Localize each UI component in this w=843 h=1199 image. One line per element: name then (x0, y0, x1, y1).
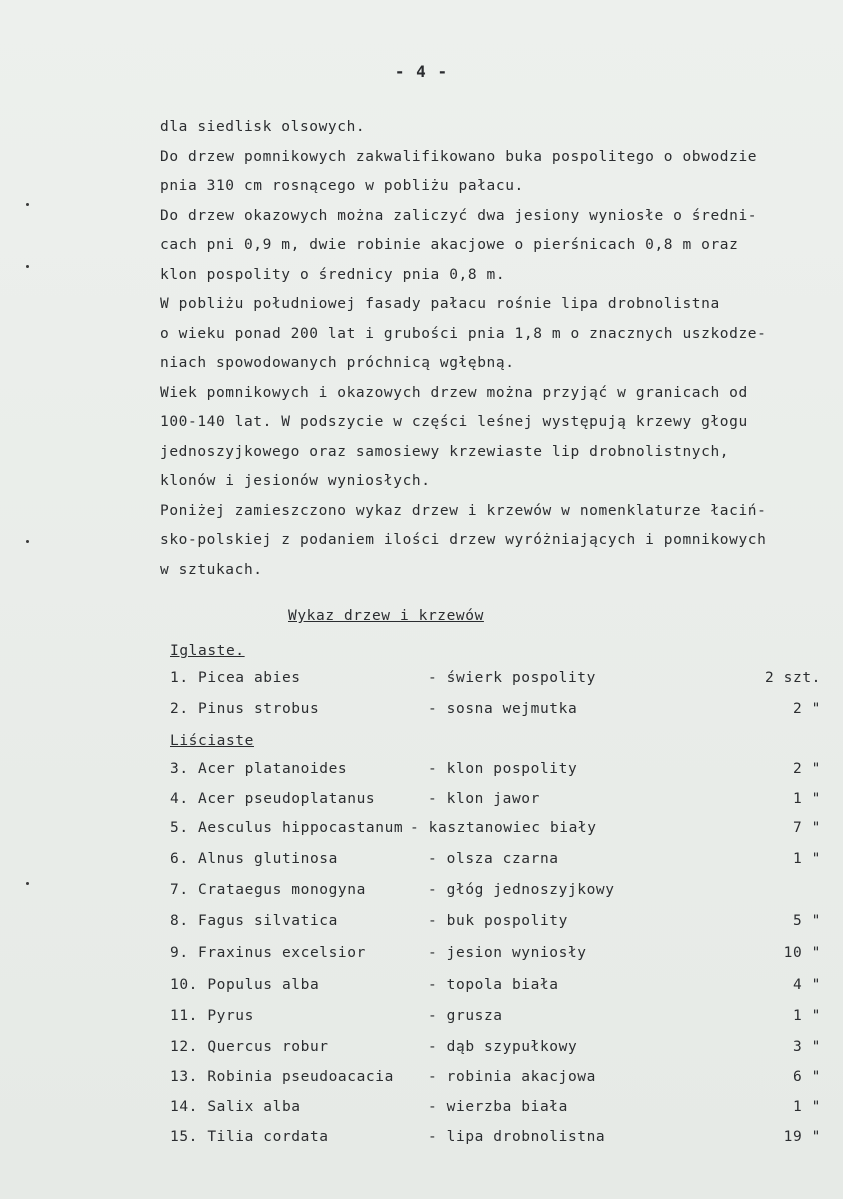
quantity: 2 szt. (765, 670, 821, 686)
quantity: 1 " (793, 1099, 821, 1115)
paragraph-line: klon pospolity o średnicy pnia 0,8 m. (160, 266, 506, 283)
latin-name: 1. Picea abies (170, 670, 301, 686)
polish-name: - dąb szypułkowy (428, 1039, 578, 1055)
body-paragraph (160, 113, 840, 585)
quantity: 2 " (793, 761, 821, 777)
list-item (0, 701, 843, 727)
paragraph-line: jednoszyjkowego oraz samosiewy krzewiaste lip drobnolistnych, (160, 443, 730, 460)
latin-name: 13. Robinia pseudoacacia (170, 1069, 394, 1085)
polish-name: - sosna wejmutka (428, 701, 578, 717)
paragraph-line: w sztukach. (160, 561, 263, 578)
polish-name: - robinia akacjowa (428, 1069, 596, 1085)
list-item (0, 1008, 843, 1034)
latin-name: 6. Alnus glutinosa (170, 851, 338, 867)
margin-mark (26, 265, 29, 268)
polish-name: - klon jawor (428, 791, 540, 807)
polish-name: - topola biała (428, 977, 559, 993)
section-title-conifers: Iglaste. (170, 643, 245, 659)
paragraph-line: pnia 310 cm rosnącego w pobliżu pałacu. (160, 178, 524, 194)
paragraph-line: Do drzew okazowych można zaliczyć dwa jesiony wyniosłe o średni- (160, 207, 758, 224)
paragraph-line: klonów i jesionów wyniosłych. (160, 473, 431, 489)
list-item (0, 820, 843, 846)
latin-name: 2. Pinus strobus (170, 701, 320, 717)
paragraph-line: cach pni 0,9 m, dwie robinie akacjowe o pierśnicach 0,8 m oraz (160, 237, 739, 253)
list-item (0, 977, 843, 1003)
paragraph-line: Wiek pomnikowych i okazowych drzew można przyjąć w granicach od (160, 384, 748, 401)
latin-name: 12. Quercus robur (170, 1039, 329, 1055)
list-item (0, 851, 843, 877)
latin-name: 14. Salix alba (170, 1099, 301, 1115)
list-item (0, 913, 843, 939)
list-item (0, 670, 843, 696)
polish-name: - świerk pospolity (428, 670, 596, 686)
latin-name: 4. Acer pseudoplatanus (170, 791, 376, 807)
section-title-deciduous: Liściaste (170, 733, 254, 749)
quantity: 2 " (793, 701, 821, 717)
quantity: 1 " (793, 851, 821, 867)
latin-name: 8. Fagus silvatica (170, 913, 338, 929)
page-number: - 4 - (394, 62, 449, 81)
quantity: 5 " (793, 913, 821, 929)
polish-name: - jesion wyniosły (428, 945, 587, 961)
margin-mark (26, 203, 29, 206)
quantity: 6 " (793, 1069, 821, 1085)
margin-mark (26, 882, 29, 885)
quantity: 3 " (793, 1039, 821, 1055)
list-item (0, 791, 843, 817)
polish-name: - olsza czarna (428, 851, 559, 867)
list-title: Wykaz drzew i krzewów (288, 608, 484, 624)
latin-name: 3. Acer platanoides (170, 761, 348, 777)
paragraph-line: Poniżej zamieszczono wykaz drzew i krzewów w nomenklaturze łaciń- (160, 502, 767, 519)
latin-name: 5. Aesculus hippocastanum (170, 820, 404, 836)
polish-name: - klon pospolity (428, 761, 578, 777)
quantity: 4 " (793, 977, 821, 993)
margin-mark (26, 540, 29, 543)
list-item (0, 882, 843, 908)
polish-name: - grusza (428, 1008, 503, 1024)
polish-name: - wierzba biała (428, 1099, 568, 1115)
quantity: 1 " (793, 1008, 821, 1024)
polish-name: - lipa drobnolistna (428, 1129, 606, 1145)
quantity: 7 " (793, 820, 821, 836)
paragraph-line: Do drzew pomnikowych zakwalifikowano buka pospolitego o obwodzie (160, 148, 758, 165)
list-item (0, 1069, 843, 1095)
polish-name: - buk pospolity (428, 913, 568, 929)
list-item (0, 945, 843, 971)
list-item (0, 761, 843, 787)
quantity: 10 " (783, 945, 821, 961)
list-item (0, 1099, 843, 1125)
paragraph-line: 100-140 lat. W podszycie w części leśnej występują krzewy głogu (160, 414, 748, 430)
paragraph-line: W pobliżu południowej fasady pałacu rośnie lipa drobnolistna (160, 296, 720, 312)
quantity: 1 " (793, 791, 821, 807)
latin-name: 10. Populus alba (170, 977, 320, 993)
polish-name: - głóg jednoszyjkowy (428, 882, 615, 898)
list-item (0, 1129, 843, 1155)
latin-name: 9. Fraxinus excelsior (170, 945, 366, 961)
latin-name: 7. Crataegus monogyna (170, 882, 366, 898)
latin-name: 15. Tilia cordata (170, 1129, 329, 1145)
list-item (0, 1039, 843, 1065)
paragraph-line: o wieku ponad 200 lat i grubości pnia 1,8 m o znacznych uszkodze- (160, 325, 767, 342)
paragraph-line: sko-polskiej z podaniem ilości drzew wyróżniających i pomnikowych (160, 532, 767, 548)
paragraph-line: niach spowodowanych próchnicą wgłębną. (160, 355, 515, 371)
polish-name: - kasztanowiec biały (410, 820, 597, 836)
quantity: 19 " (783, 1129, 821, 1145)
paragraph-line: dla siedlisk olsowych. (160, 119, 366, 135)
latin-name: 11. Pyrus (170, 1008, 254, 1024)
